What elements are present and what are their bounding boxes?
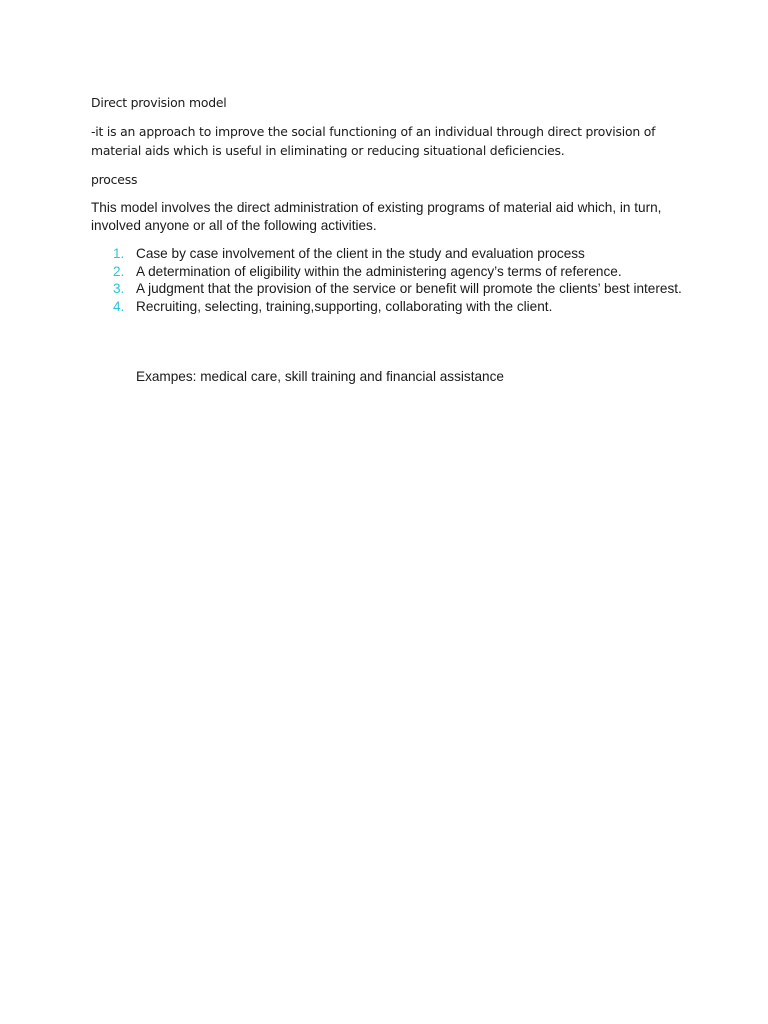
list-item-number: 2. <box>113 263 125 279</box>
process-steps-list <box>91 245 691 315</box>
list-item <box>91 245 691 263</box>
intro-paragraph: -it is an approach to improve the social functioning of an individual through direct provision of material aids which is useful in eliminating or reducing situational deficiencies. <box>91 124 656 158</box>
examples-line: Exampes: medical care, skill training and financial assistance <box>136 369 504 384</box>
list-item <box>91 263 691 281</box>
process-heading: process <box>91 172 138 187</box>
document-title: Direct provision model <box>91 95 227 110</box>
list-item-text: A determination of eligibility within the administering agency’s terms of reference. <box>136 263 622 279</box>
list-item-text: Case by case involvement of the client in the study and evaluation process <box>136 246 585 261</box>
list-item <box>91 298 691 316</box>
list-item-text: A judgment that the provision of the service or benefit will promote the clients’ best interest. <box>136 281 682 297</box>
list-item-number: 1. <box>113 246 125 261</box>
list-item <box>91 280 691 298</box>
list-item-number: 3. <box>113 281 125 297</box>
list-item-text: Recruiting, selecting, training,supporting, collaborating with the client. <box>136 298 553 314</box>
list-item-number: 4. <box>113 298 125 314</box>
model-description: This model involves the direct administration of existing programs of material aid which, in turn, involved anyone or all of the following activities. <box>91 200 662 233</box>
